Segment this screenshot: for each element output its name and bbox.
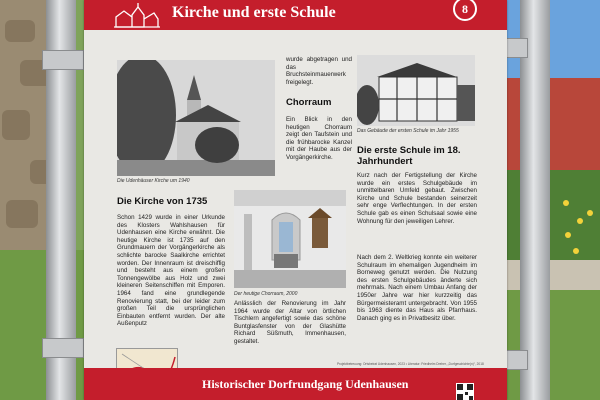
church-photo-caption: Die Udenhäuser Kirche um 1940 [117,178,190,184]
sign-title: Kirche und erste Schule [172,4,336,21]
info-sign [84,0,507,400]
schule-text-1: Kurz nach der Fertigstellung der Kirche wurde ein erstes Schulgebäude im unmittelbaren Umfeld gebaut. Zwischen Kirche und Schule bestanden seinerzeit sehr enge Verflechtungen. In der ersten Schule gab es einen Schulsaal sowie eine Wohnung für den jeweiligen Lehrer. [357,172,477,225]
sign-post-right [520,0,550,400]
schule-text-2: Nach dem 2. Weltkrieg konnte ein weiterer Schulraum im ehemaligen Jugendheim im Borneweg genutzt werden. Die Nutzung des ersten Schulgebäudes änderte sich mehrmals. Nach einem Umbau Anfang der 1950er Jahre war hier kurzzeitig das Bürgermeisteramt untergebracht. Von 1955 bis 1963 diente das Haus als Pfarrhaus. Danach ging es in Privatbesitz über. [357,254,477,322]
sign-header-banner [84,0,507,30]
qr-code-icon [456,383,474,400]
renovierung-text: Anlässlich der Renovierung im Jahr 1964 wurde der Altar von örtlichen Tischlern angefertigt sowie das schöne Buntglasfenster von der Glashütte Richard Süßmuth, Immenhausen, gestaltet. [234,300,346,345]
station-number-badge: 8 [453,0,477,21]
school-photo [357,55,475,126]
intro-text: wurde abgetragen und das Bruchsteinmauerwerk freigelegt. [286,56,352,86]
post-clamp [42,50,84,70]
chorraum-heading: Chorraum [286,97,332,108]
chorraum-text: Ein Blick in den heutigen Chorraum zeigt den Taufstein und die frühbarocke Kanzel mit der Haube aus der Vorgängerkirche. [286,116,352,161]
chancel-photo [234,190,346,288]
kirche-heading: Die Kirche von 1735 [117,196,208,207]
church-logo-icon [114,3,160,29]
school-photo-caption: Das Gebäude der ersten Schule im Jahr 1955 [357,128,459,134]
kirche-text: Schon 1429 wurde in einer Urkunde des Klosters Wahlshausen für Udenhausen eine Kirche erwähnt. Die heutige Kirche ist 1735 auf den Grundmauern der Vorgängerkirche als schlichte barocke Saalkirche errichtet worden. Der Innenraum ist dreischiffig und besteht aus einem großen Tonnengewölbe aus Holz und zwei kleineren Seitenschiffen mit Emporen. 1964 fand eine grundlegende Renovierung statt, bei der leider zum großen Teil die ursprünglichen Einbauten entfernt wurden. Der alte Außenputz [117,214,225,328]
chancel-photo-caption: Der heutige Chorraum, 2000 [234,291,298,297]
post-clamp [42,338,84,358]
footer-title: Historischer Dorfrundgang Udenhausen [202,377,409,391]
credits-line: Projektbetreuung: Ortsbeirat Udenhausen, 2023 • Literatur: Friedhelm Dreher, „Dorfgeschichte(n)“, 2018 [337,362,484,366]
sign-footer-banner [84,368,507,400]
church-photo [117,60,275,176]
schule-heading: Die erste Schule im 18. Jahrhundert [357,145,461,167]
